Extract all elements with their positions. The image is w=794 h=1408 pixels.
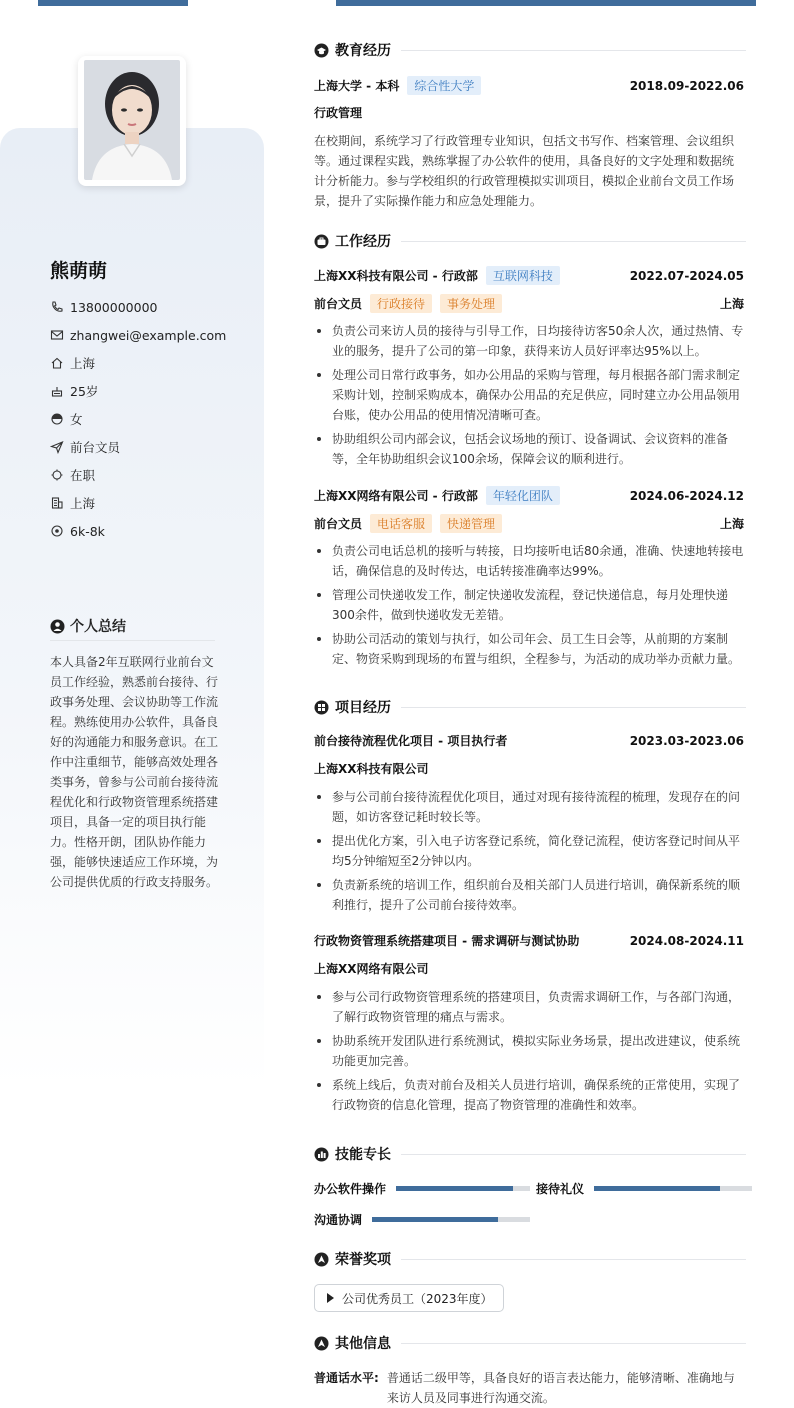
position-value: 前台文员 — [70, 440, 121, 455]
grid-icon — [314, 700, 329, 715]
cake-icon — [50, 384, 64, 398]
candidate-name: 熊萌萌 — [50, 260, 108, 282]
other-info-row — [314, 1368, 744, 1408]
list-item: 负责公司电话总机的接听与转接，日均接听电话80余通，准确、快速地转接电话，确保信息的及时传达，电话转接准确率达99%。 — [314, 541, 744, 581]
info-row-location — [50, 349, 250, 377]
section-divider — [401, 1259, 746, 1260]
project-2-details — [314, 987, 744, 1119]
job-1-company: 上海XX科技有限公司 - 行政部 — [314, 269, 478, 283]
info-row-work-city — [50, 489, 250, 517]
list-item: 负责公司来访人员的接待与引导工作，日均接待访客50余人次，通过热情、专业的服务，提升了公司的第一印象，获得来访人员好评率达95%以上。 — [314, 321, 744, 361]
building-icon — [50, 496, 64, 510]
section-divider — [401, 1343, 746, 1344]
list-item: 协助公司活动的策划与执行，如公司年会、员工生日会等，从前期的方案制定、物资采购到现场的布置与组织，全程参与，为活动的成功举办贡献力量。 — [314, 629, 744, 669]
skill-etiquette — [536, 1180, 752, 1197]
contact-info-list — [50, 293, 250, 545]
top-accent-bar-right — [336, 0, 756, 6]
info-row-status — [50, 461, 250, 489]
skill-bar — [396, 1186, 530, 1191]
education-heading: 教育经历 — [314, 40, 746, 60]
job-2-city: 上海 — [719, 517, 744, 531]
job-1-role: 前台文员 — [314, 297, 363, 311]
section-divider — [401, 1154, 746, 1155]
job-2-skill-tag: 快递管理 — [440, 514, 502, 533]
job-1-role-row — [314, 294, 744, 313]
info-row-gender — [50, 405, 250, 433]
info-icon — [314, 1336, 329, 1351]
list-item: 参与公司行政物资管理系统的搭建项目，负责需求调研工作，与各部门沟通，了解行政物资管理的痛点与需求。 — [314, 987, 744, 1027]
education-description: 在校期间，系统学习了行政管理专业知识，包括文书写作、档案管理、会议组织等。通过课程实践，熟练掌握了办公软件的使用，具备良好的文字处理和数据统计分析能力。参与学校组织的行政管理模拟实训项目，模拟企业前台文员工作场景，提升了实际操作能力和应急处理能力。 — [314, 134, 735, 208]
major-row — [314, 104, 744, 121]
section-divider — [401, 241, 746, 242]
list-item: 管理公司快递收发工作，制定快递收发流程，登记快递信息，每月处理快递300余件，做到快递收发无差错。 — [314, 585, 744, 625]
work-city-value: 上海 — [70, 496, 96, 511]
major: 行政管理 — [314, 106, 363, 120]
award-icon — [314, 1252, 329, 1267]
send-icon — [50, 440, 64, 454]
skill-bar-fill — [594, 1186, 720, 1191]
projects-heading: 项目经历 — [314, 697, 746, 717]
skill-name: 接待礼仪 — [536, 1182, 585, 1196]
info-row-age — [50, 377, 250, 405]
top-accent-bar-left — [38, 0, 188, 6]
job-1-company-tag: 互联网科技 — [486, 266, 560, 285]
list-item: 负责新系统的培训工作，组织前台及相关部门人员进行培训，确保新系统的顺利推行，提升了公司前台接待效率。 — [314, 875, 744, 915]
school-name: 上海大学 - 本科 — [314, 79, 400, 93]
list-item: 参与公司前台接待流程优化项目，通过对现有接待流程的梳理，发现存在的问题，如访客登记耗时较长等。 — [314, 787, 744, 827]
awards-heading: 荣誉奖项 — [314, 1249, 746, 1269]
project-1-company-row — [314, 760, 744, 777]
project-2-company-row — [314, 960, 744, 977]
briefcase-icon — [314, 234, 329, 249]
project-2-header — [314, 932, 744, 949]
list-item: 协助组织公司内部会议，包括会议场地的预订、设备调试、会议资料的准备等，全年协助组织会议100余场，保障会议的顺利进行。 — [314, 429, 744, 469]
summary-divider — [50, 640, 215, 641]
phone-icon — [50, 300, 64, 314]
project-1-period: 2023.03-2023.06 — [629, 733, 744, 748]
education-period: 2018.09-2022.06 — [629, 78, 744, 93]
job-2-skill-tag: 电话客服 — [370, 514, 432, 533]
job-1-city: 上海 — [719, 297, 744, 311]
info-row-salary — [50, 517, 250, 545]
job-2-role: 前台文员 — [314, 517, 363, 531]
job-2-company: 上海XX网络有限公司 - 行政部 — [314, 489, 478, 503]
play-triangle-icon — [327, 1293, 334, 1303]
list-item: 处理公司日常行政事务，如办公用品的采购与管理，每月根据各部门需求制定采购计划，控制采购成本，确保办公用品的充足供应，同时建立办公用品领用台账，使办公用品的使用情况清晰可查。 — [314, 365, 744, 425]
mandarin-value: 普通话二级甲等，具备良好的语言表达能力，能够清晰、准确地与来访人员及同事进行沟通交流。 — [386, 1371, 735, 1405]
skill-bar-fill — [396, 1186, 513, 1191]
summary-heading: 个人总结 — [50, 616, 126, 636]
list-item: 协助系统开发团队进行系统测试，模拟实际业务场景，提出改进建议，使系统功能更加完善。 — [314, 1031, 744, 1071]
skill-name: 办公软件操作 — [314, 1182, 387, 1196]
award-text: 公司优秀员工（2023年度） — [342, 1291, 493, 1306]
list-item: 提出优化方案，引入电子访客登记系统，简化登记流程，使访客登记时间从平均5分钟缩短至2分钟以内。 — [314, 831, 744, 871]
salary-value: 6k-8k — [70, 523, 105, 539]
avatar — [78, 56, 186, 186]
skill-communication — [314, 1211, 530, 1228]
skill-bar — [594, 1186, 752, 1191]
section-divider — [401, 707, 746, 708]
graduation-cap-icon — [314, 43, 329, 58]
job-1-skill-tag: 行政接待 — [370, 294, 432, 313]
section-divider — [401, 50, 746, 51]
job-2-period: 2024.06-2024.12 — [629, 488, 744, 503]
job-2-header — [314, 486, 744, 505]
info-row-position — [50, 433, 250, 461]
job-1-header — [314, 266, 744, 285]
phone-value: 13800000000 — [70, 299, 158, 315]
gender-icon — [50, 412, 64, 426]
info-row-phone — [50, 293, 250, 321]
job-1-duties — [314, 321, 744, 473]
skills-heading: 技能专长 — [314, 1144, 746, 1164]
school-tag: 综合性大学 — [407, 76, 481, 95]
age-value: 25岁 — [70, 384, 99, 399]
project-1-name: 前台接待流程优化项目 - 项目执行者 — [314, 734, 508, 748]
mandarin-label: 普通话水平: — [314, 1371, 379, 1385]
user-icon — [50, 619, 65, 634]
work-heading: 工作经历 — [314, 231, 746, 251]
project-1-company: 上海XX科技有限公司 — [314, 762, 429, 776]
status-icon — [50, 468, 64, 482]
job-2-role-row — [314, 514, 744, 533]
mail-icon — [50, 328, 64, 342]
salary-icon — [50, 524, 64, 538]
summary-text: 本人具备2年互联网行业前台文员工作经验，熟悉前台接待、行政事务处理、会议协助等工作流程。熟练使用办公软件，具备良好的沟通能力和服务意识。在工作中注重细节，能够高效处理各类事务，曾参与公司前台接待流程优化和行政物资管理系统搭建项目，具备一定的项目执行能力。性格开朗，团队协作能力强，能够快速适应工作环境，为公司提供优质的行政支持服务。 — [50, 655, 219, 889]
other-info-heading: 其他信息 — [314, 1333, 746, 1353]
job-1-period: 2022.07-2024.05 — [629, 268, 744, 283]
job-2-duties — [314, 541, 744, 673]
project-1-header — [314, 732, 744, 749]
project-1-details — [314, 787, 744, 919]
bar-chart-icon — [314, 1147, 329, 1162]
home-icon — [50, 356, 64, 370]
skill-bar-fill — [372, 1217, 498, 1222]
list-item: 系统上线后，负责对前台及相关人员进行培训，确保系统的正常使用，实现了行政物资的信息化管理，提高了物资管理的准确性和效率。 — [314, 1075, 744, 1115]
location-value: 上海 — [70, 356, 96, 371]
profile-photo — [84, 60, 180, 180]
skill-name: 沟通协调 — [314, 1213, 363, 1227]
skill-office-software — [314, 1180, 530, 1197]
project-2-period: 2024.08-2024.11 — [629, 933, 744, 948]
job-2-company-tag: 年轻化团队 — [486, 486, 560, 505]
job-1-skill-tag: 事务处理 — [440, 294, 502, 313]
award-item[interactable] — [314, 1284, 504, 1312]
skill-bar — [372, 1217, 530, 1222]
email-value: zhangwei@example.com — [70, 327, 227, 343]
project-2-company: 上海XX网络有限公司 — [314, 962, 429, 976]
education-header-row — [314, 76, 744, 95]
project-2-name: 行政物资管理系统搭建项目 - 需求调研与测试协助 — [314, 934, 580, 948]
info-row-email — [50, 321, 250, 349]
status-value: 在职 — [70, 468, 96, 483]
gender-value: 女 — [70, 412, 83, 427]
